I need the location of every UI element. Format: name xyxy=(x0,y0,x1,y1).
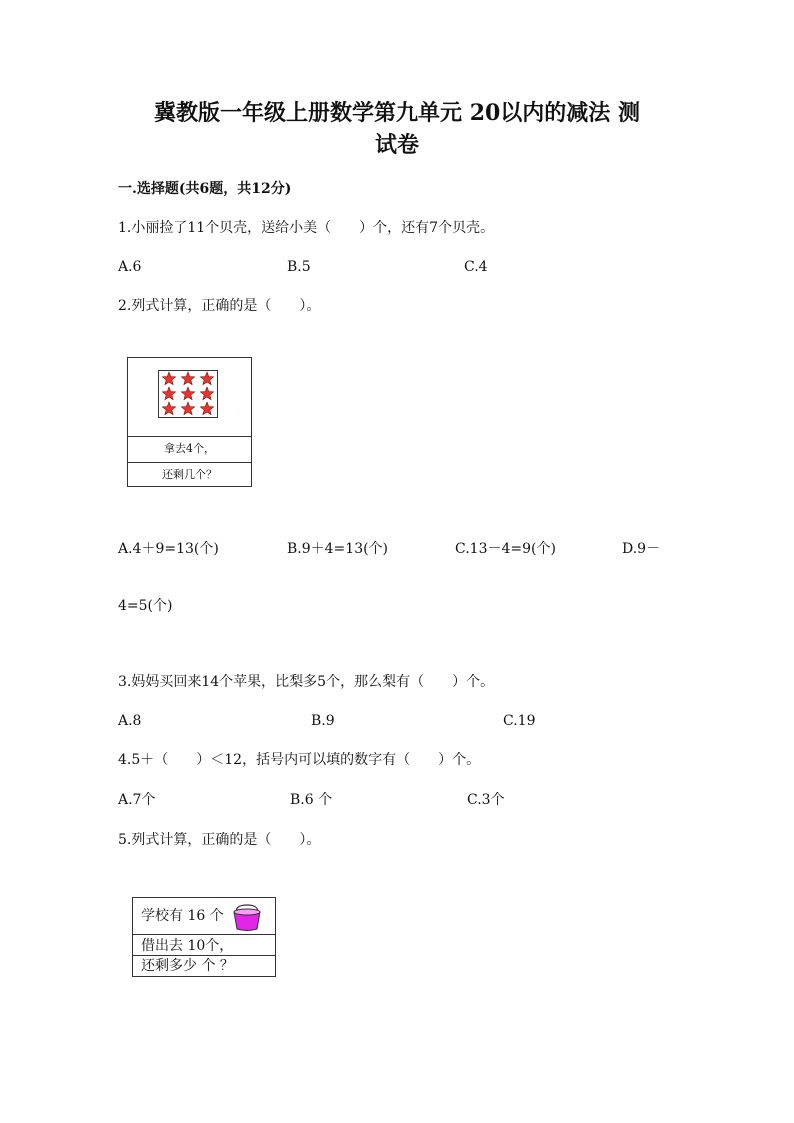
question-4-option-c: C.3个 xyxy=(467,792,505,808)
question-2-option-b: B.9＋4=13(个) xyxy=(287,541,389,557)
question-1-option-b: B.5 xyxy=(287,259,311,275)
star-icon xyxy=(200,387,213,400)
stars-image-area xyxy=(128,358,251,437)
question-2-figure-row2: 还剩几个？ xyxy=(162,468,217,481)
stars-box xyxy=(158,370,218,418)
star-icon xyxy=(181,387,194,400)
question-3-option-b: B.9 xyxy=(311,713,335,729)
star-icon xyxy=(162,402,175,415)
question-3-option-c: C.19 xyxy=(503,713,536,729)
question-3-stem: 3.妈妈买回来14个苹果，比梨多5个，那么梨有（ ）个。 xyxy=(118,674,495,690)
question-2-figure-row1: 拿去4个， xyxy=(128,436,251,463)
question-5-figure-row3: 还剩多少 个 ？ xyxy=(141,958,234,974)
bucket-icon xyxy=(230,902,264,932)
question-1-option-c: C.4 xyxy=(464,259,488,275)
question-2-figure xyxy=(127,357,252,487)
star-icon xyxy=(162,372,175,385)
question-5-figure-row2: 借出去 10个， xyxy=(133,936,275,956)
question-2-stem: 2.列式计算，正确的是（ ）。 xyxy=(118,298,321,314)
question-4-stem: 4.5＋（ ）＜12，括号内可以填的数字有（ ）个。 xyxy=(118,752,481,768)
question-3-option-a: A.8 xyxy=(118,713,142,729)
question-1-option-a: A.6 xyxy=(118,259,142,275)
stars-grid xyxy=(159,371,217,417)
question-2-option-d: D.9－ xyxy=(622,541,661,557)
question-5-figure-row1: 学校有 16 个 xyxy=(133,898,275,935)
page-title-line2: 试卷 xyxy=(374,132,419,158)
question-5-stem: 5.列式计算，正确的是（ ）。 xyxy=(118,832,321,848)
question-4-option-b: B.6 个 xyxy=(290,792,333,808)
question-4-option-a: A.7个 xyxy=(118,792,156,808)
star-icon xyxy=(200,402,213,415)
question-2-option-d-cont: 4=5(个) xyxy=(118,598,173,614)
star-icon xyxy=(181,372,194,385)
question-2-option-a: A.4＋9=13(个) xyxy=(118,541,219,557)
star-icon xyxy=(162,387,175,400)
question-5-figure xyxy=(132,897,276,977)
star-icon xyxy=(200,372,213,385)
question-1-stem: 1.小丽捡了11个贝壳，送给小美（ ）个，还有7个贝壳。 xyxy=(118,220,495,236)
page-title-line1: 冀教版一年级上册数学第九单元 20以内的减法 测 xyxy=(154,100,640,126)
star-icon xyxy=(181,402,194,415)
question-2-option-c: C.13－4=9(个) xyxy=(455,541,556,557)
section-heading: 一.选择题(共6题，共12分) xyxy=(118,181,292,197)
